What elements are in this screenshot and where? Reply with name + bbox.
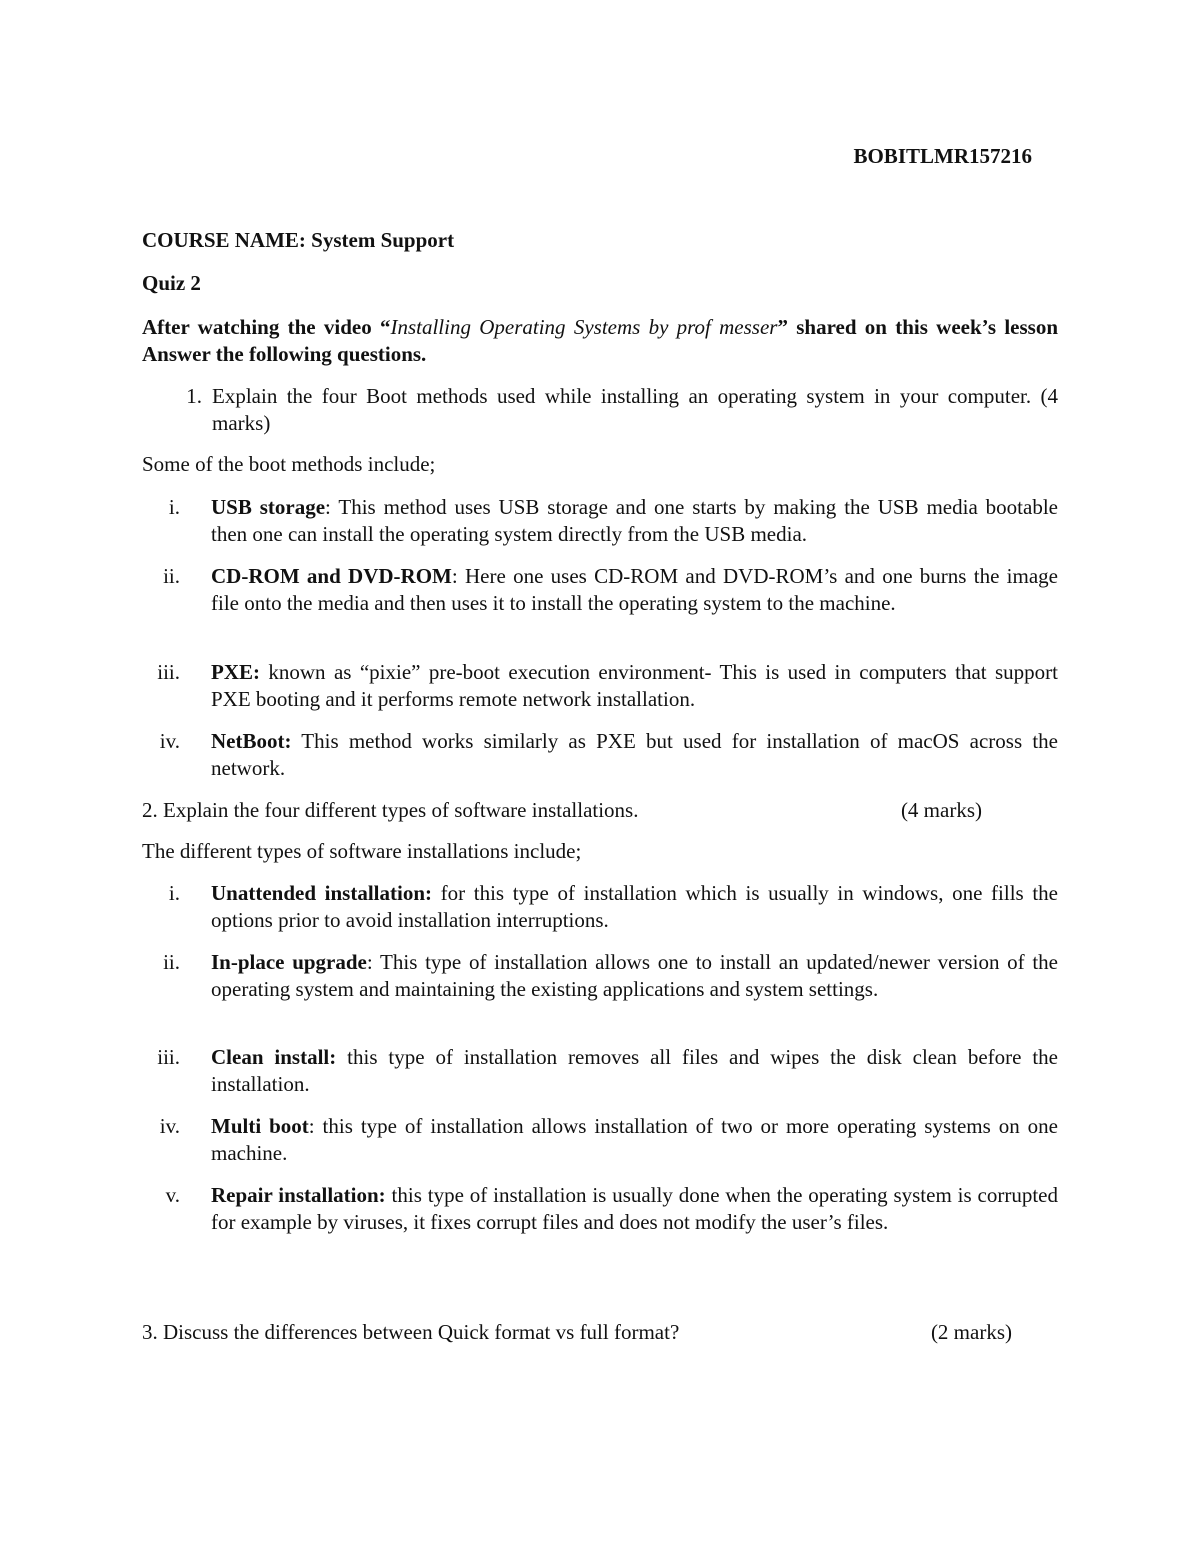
list-numeral: iv.	[159, 1114, 180, 1138]
definition: This method works similarly as PXE but used for installation of macOS across the network.	[211, 729, 1058, 780]
list-item	[142, 1113, 1058, 1167]
list-item-text	[211, 880, 1058, 934]
list-item-text	[211, 1182, 1058, 1236]
list-numeral: iii.	[157, 1045, 180, 1069]
question-3	[142, 1319, 1088, 1346]
list-item	[142, 728, 1058, 782]
list-item	[142, 1182, 1058, 1236]
student-id: BOBITLMR157216	[853, 144, 1032, 168]
definition: for this type of installation which is usually in windows, one fills the options prior to avoid installation interruptions.	[211, 881, 1059, 932]
term: Repair installation:	[211, 1183, 386, 1207]
question-number: 1.	[186, 384, 202, 408]
question-1	[142, 383, 1058, 437]
list-item	[142, 494, 1058, 548]
term: Clean install:	[211, 1045, 337, 1069]
list-item	[142, 563, 1058, 617]
list-item	[142, 880, 1058, 934]
list-item-text	[211, 494, 1058, 548]
list-numeral: i.	[168, 495, 180, 519]
list-numeral: ii.	[163, 564, 180, 588]
question-text: 2. Explain the four different types of software installations.	[142, 798, 639, 822]
list-item-text	[211, 563, 1058, 617]
instructions	[142, 314, 1058, 368]
list-item	[142, 1044, 1058, 1098]
question-text: 3. Discuss the differences between Quick format vs full format?	[142, 1320, 680, 1344]
course-name: COURSE NAME: System Support	[142, 228, 455, 252]
answer-lead: Some of the boot methods include;	[142, 452, 436, 476]
list-numeral: ii.	[163, 950, 180, 974]
term: Unattended installation:	[211, 881, 432, 905]
list-item	[142, 949, 1058, 1003]
definition: this type of installation is usually done when the operating system is corrupted for example by viruses, it fixes corrupt files and does not modify the user’s files.	[211, 1183, 1058, 1234]
instructions-suffix: ” shared on this week’s lesson Answer the following questions.	[142, 315, 1058, 366]
list-numeral: iv.	[159, 729, 180, 753]
list-item-text	[211, 659, 1058, 713]
definition: : this type of installation allows installation of two or more operating systems on one machine.	[211, 1114, 1058, 1165]
definition: : Here one uses CD-ROM and DVD-ROM’s and one burns the image file onto the media and then uses it to install the operating system to the machine.	[211, 564, 1058, 615]
list-item-text	[211, 1113, 1058, 1167]
list-item-text	[211, 1044, 1058, 1098]
term: CD-ROM and DVD-ROM	[211, 564, 452, 588]
instructions-prefix: After watching the video “	[142, 315, 391, 339]
marks: (4 marks)	[900, 798, 982, 822]
video-title: Installing Operating Systems by prof messer	[390, 315, 778, 339]
list-numeral: v.	[165, 1183, 180, 1207]
answer-lead: The different types of software installations include;	[142, 839, 582, 863]
list-item	[142, 659, 1058, 713]
definition: known as “pixie” pre-boot execution environment- This is used in computers that support PXE booting and it performs remote network installation.	[211, 660, 1058, 711]
list-item-text	[211, 949, 1058, 1003]
term: USB storage	[211, 495, 326, 519]
list-item-text	[211, 728, 1058, 782]
term: Multi boot	[211, 1114, 309, 1138]
quiz-title: Quiz 2	[142, 271, 201, 295]
term: In-place upgrade	[211, 950, 367, 974]
question-text: Explain the four Boot methods used while installing an operating system in your computer. (4 marks)	[212, 384, 1058, 435]
list-numeral: i.	[168, 881, 180, 905]
definition: : This method uses USB storage and one starts by making the USB media bootable then one can install the operating system directly from the USB media.	[211, 495, 1058, 546]
term: PXE:	[211, 660, 260, 684]
term: NetBoot:	[211, 729, 292, 753]
question-2	[142, 797, 1058, 824]
marks: (2 marks)	[930, 1320, 1012, 1344]
list-numeral: iii.	[157, 660, 180, 684]
definition: this type of installation removes all files and wipes the disk clean before the installation.	[211, 1045, 1059, 1096]
definition: : This type of installation allows one to install an updated/newer version of the operating system and maintaining the existing applications and system settings.	[211, 950, 1058, 1001]
